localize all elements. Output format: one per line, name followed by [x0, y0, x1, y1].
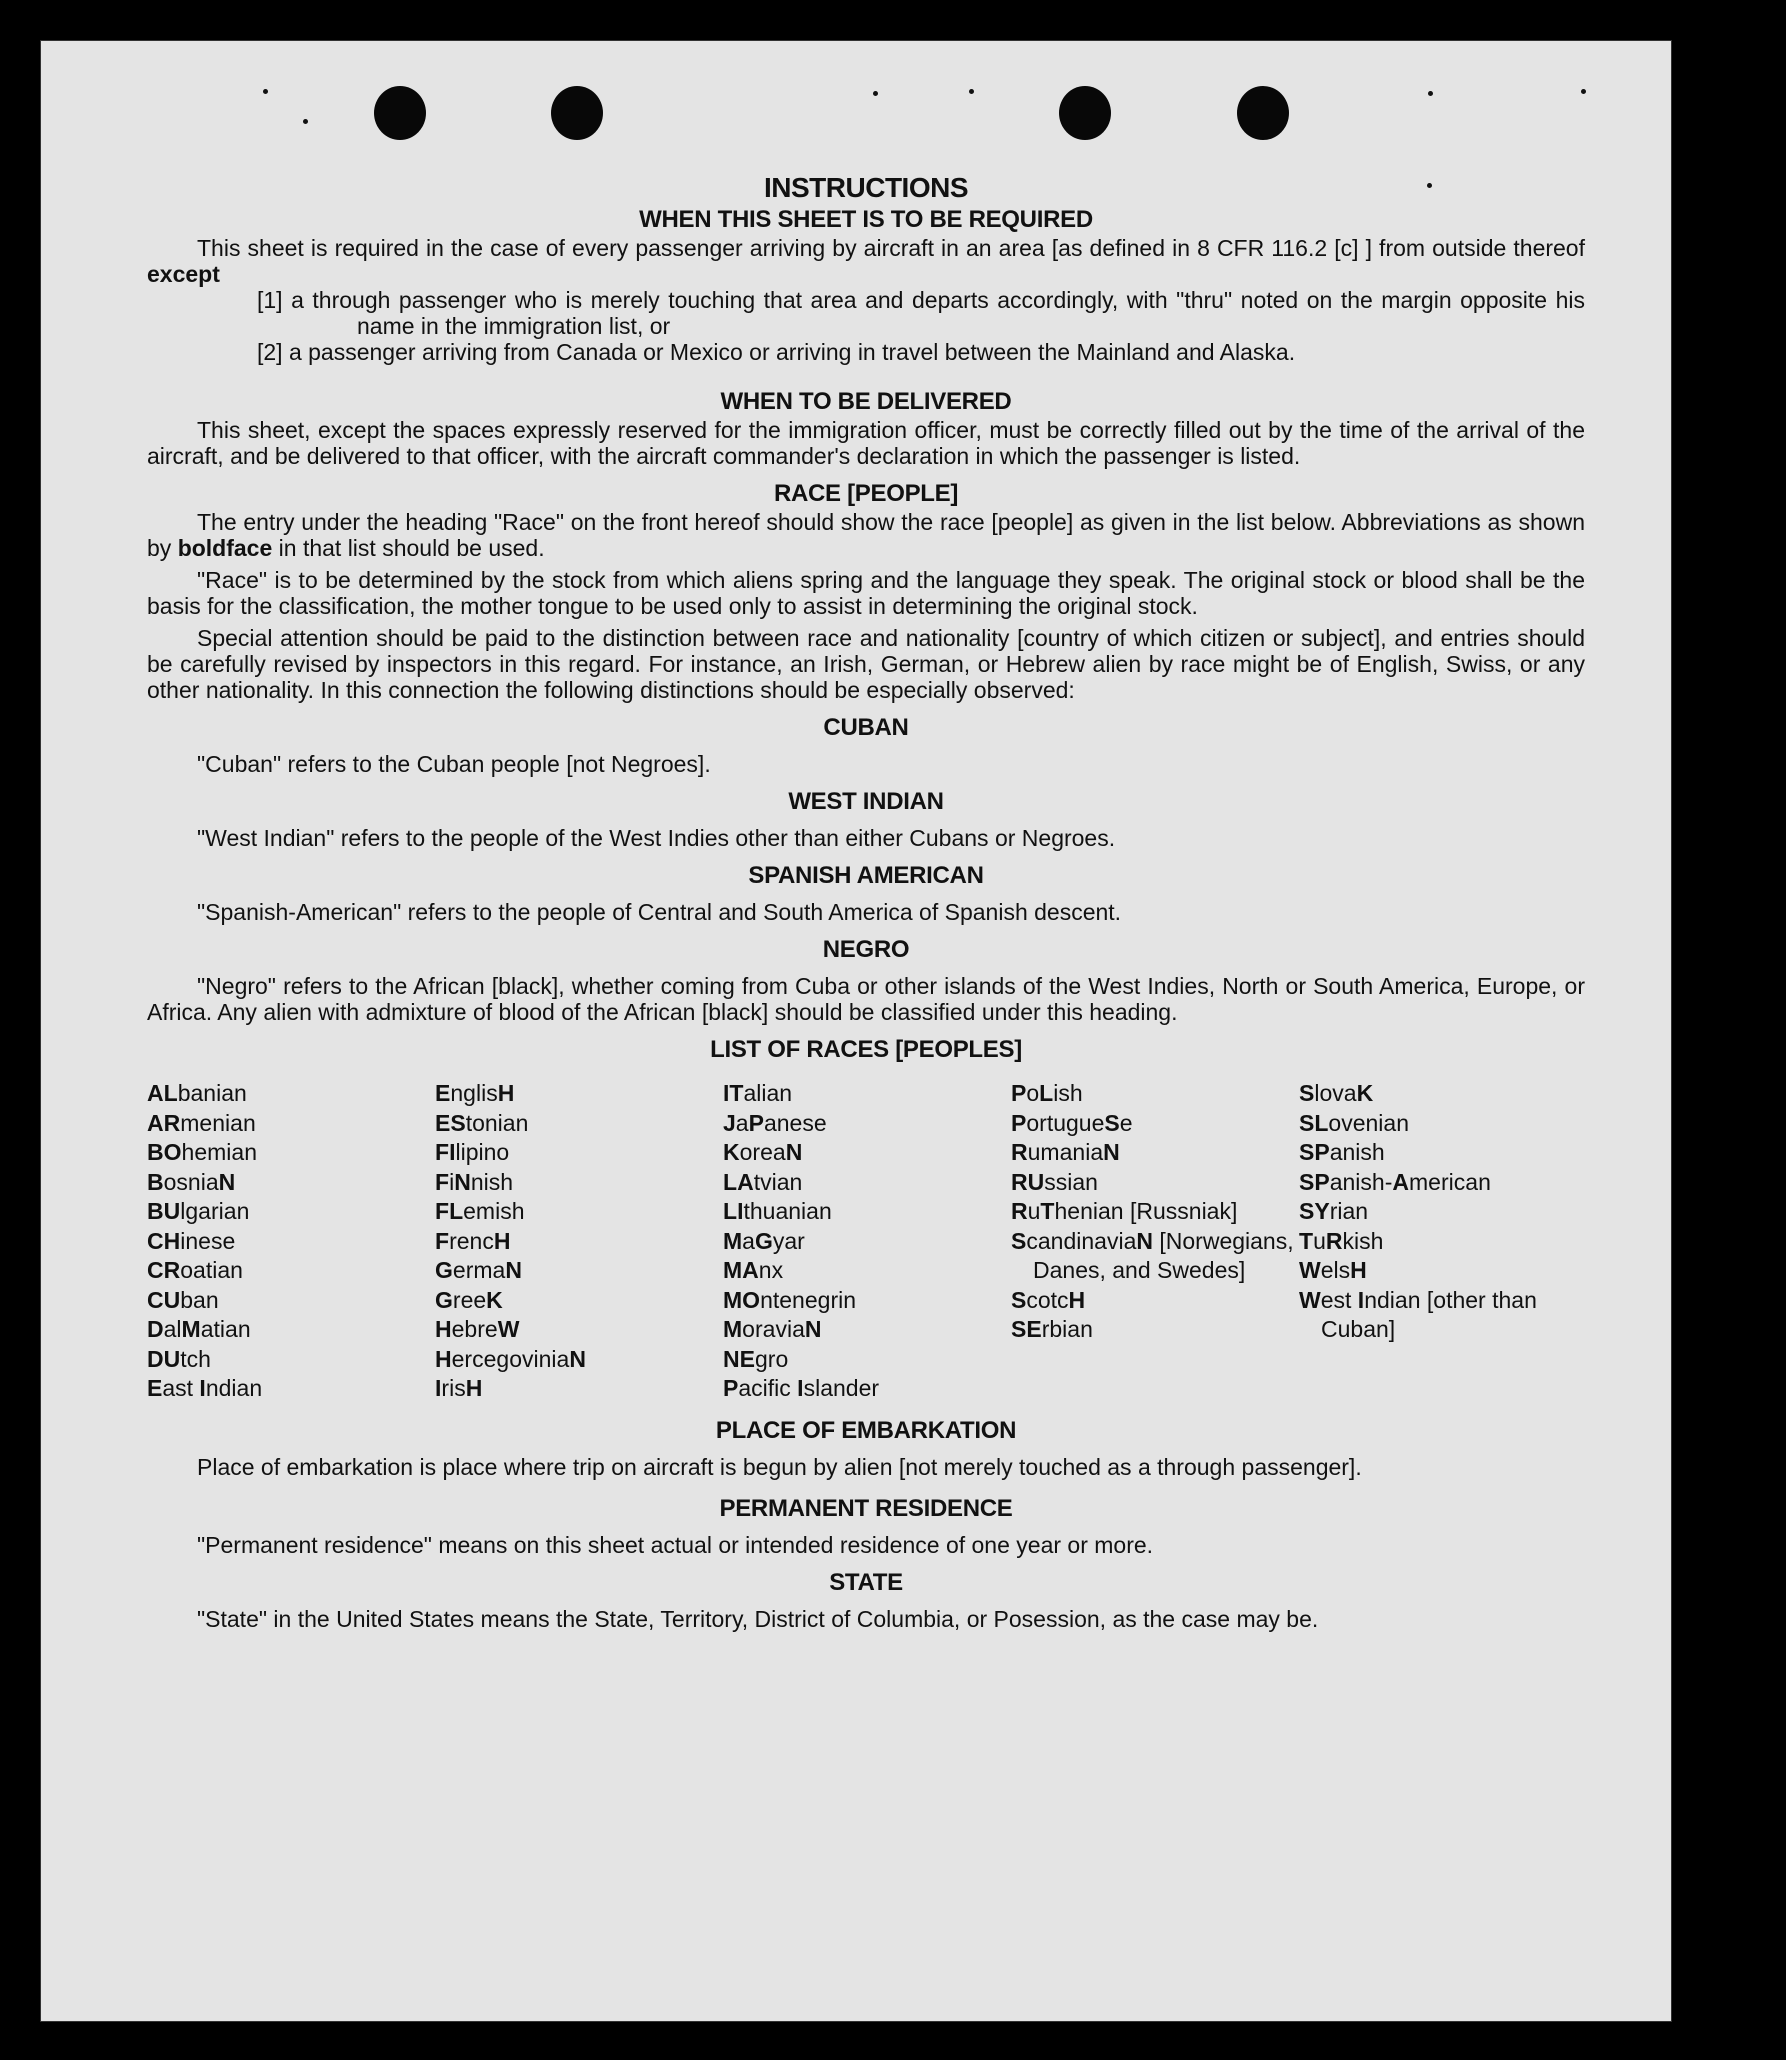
heading-west-indian: WEST INDIAN	[788, 788, 944, 815]
heading-spanish-american: SPANISH AMERICAN	[748, 862, 984, 889]
text-west-indian: "West Indian" refers to the people of the West Indies other than either Cubans or Negroes.	[197, 825, 1116, 851]
race-column-4	[1011, 1079, 1297, 1404]
race-entry: WelsH	[1299, 1257, 1367, 1283]
race-entry: CUban	[147, 1286, 219, 1313]
race-entry: West Indian [other than Cuban]	[1299, 1286, 1537, 1342]
race-entry: CHinese	[147, 1227, 236, 1254]
race-entry: ALbanian	[147, 1080, 247, 1106]
race-entry: ScandinaviaN [Norwegians, Danes, and Swedes]	[1011, 1227, 1294, 1283]
paragraph-race-2: "Race" is to be determined by the stock from which aliens spring and the language they speak. The original stock or blood shall be the basis for the classification, the mother tongue to be used only to assist in determining the original stock.	[147, 567, 1585, 619]
instructions-content	[147, 171, 1585, 1632]
race-entry: HebreW	[435, 1316, 520, 1342]
race-column-1	[147, 1079, 433, 1404]
heading-state: STATE	[829, 1568, 903, 1596]
race-entry: MoraviaN	[723, 1316, 822, 1342]
race-entry: MAnx	[723, 1257, 784, 1283]
race-entry: HercegoviniaN	[435, 1345, 586, 1372]
text-state: "State" in the United States means the State, Territory, District of Columbia, or Posession, as the case may be.	[197, 1605, 1319, 1632]
race-entry: ITalian	[723, 1080, 793, 1106]
race-entry: FLemish	[435, 1198, 525, 1224]
text-cuban: "Cuban" refers to the Cuban people [not Negroes].	[197, 751, 711, 777]
race-entry: SLovenian	[1299, 1109, 1410, 1136]
race-entry: EStonian	[435, 1109, 529, 1136]
heading-list-of-races: LIST OF RACES [PEOPLES]	[710, 1036, 1022, 1063]
race-column-2	[435, 1079, 721, 1404]
race-entry: Pacific Islander	[723, 1375, 880, 1401]
race-entry: FrencH	[435, 1227, 511, 1254]
race-entry: MaGyar	[723, 1227, 805, 1254]
heading-embarkation: PLACE OF EMBARKATION	[715, 1416, 1017, 1444]
race-entry: MOntenegrin	[723, 1286, 857, 1313]
punch-hole	[374, 86, 426, 140]
text-embarkation: Place of embarkation is place where trip on aircraft is begun by alien [not merely touched as a through passenger].	[197, 1453, 1362, 1480]
paragraph-when-required: This sheet is required in the case of every passenger arriving by aircraft in an area [as defined in 8 CFR 116.2 [c] ] from outside thereof except	[147, 235, 1585, 287]
speck	[1428, 91, 1433, 96]
race-entry: SErbian	[1011, 1316, 1093, 1342]
race-column-3	[723, 1079, 1009, 1404]
speck	[303, 119, 308, 124]
race-entry: SPanish	[1299, 1139, 1385, 1165]
heading-when-required: WHEN THIS SHEET IS TO BE REQUIRED	[639, 206, 1093, 233]
punch-hole	[1059, 86, 1111, 140]
heading-race: RACE [PEOPLE]	[773, 480, 959, 507]
race-entry: ScotcH	[1011, 1286, 1086, 1313]
race-entry: BUlgarian	[147, 1198, 250, 1224]
speck	[873, 91, 878, 96]
punch-hole	[551, 86, 603, 140]
race-entry: GermaN	[435, 1257, 522, 1283]
race-entry: JaPanese	[723, 1109, 827, 1136]
text-negro: "Negro" refers to the African [black], whether coming from Cuba or other islands of the West Indies, North or South America, Europe, or Africa. Any alien with admixture of blood of the African [black] should be classified under this heading.	[147, 973, 1585, 1025]
paragraph-race-3: Special attention should be paid to the distinction between race and nationality [country of which citizen or subject], and entries should be carefully revised by inspectors in this regard. For instance, an Irish, German, or Hebrew alien by race might be of English, Swiss, or any other nationality. In this connection the following distinctions should be especially observed:	[147, 625, 1585, 703]
race-entry: East Indian	[147, 1375, 263, 1401]
race-entry: SlovaK	[1299, 1080, 1374, 1106]
race-entry: FiNnish	[435, 1168, 514, 1195]
heading-negro: NEGRO	[822, 936, 910, 963]
paragraph-race-1: The entry under the heading "Race" on the front hereof should show the race [people] as given in the list below. Abbreviations as shown by boldface in that list should be used.	[147, 509, 1585, 561]
race-entry: IrisH	[435, 1375, 483, 1401]
exception-item-1: [1] a through passenger who is merely touching that area and departs accordingly, with "thru" noted on the margin opposite his name in the immigration list, or	[257, 287, 1585, 339]
race-entry: PortugueSe	[1011, 1109, 1133, 1136]
race-entry: CRoatian	[147, 1257, 243, 1283]
race-entry: SPanish-American	[1299, 1168, 1491, 1195]
speck	[263, 89, 268, 94]
race-column-5	[1299, 1079, 1585, 1404]
race-entry: BosniaN	[147, 1168, 236, 1195]
exception-item-2: [2] a passenger arriving from Canada or Mexico or arriving in travel between the Mainland and Alaska.	[257, 339, 1296, 365]
race-entry: DUtch	[147, 1345, 211, 1372]
race-entry: LIthuanian	[723, 1198, 832, 1224]
race-entry: DalMatian	[147, 1316, 251, 1342]
race-entry: RUssian	[1011, 1168, 1098, 1195]
race-entry: RumaniaN	[1011, 1139, 1120, 1165]
heading-when-delivered: WHEN TO BE DELIVERED	[720, 388, 1012, 415]
race-entry: PoLish	[1011, 1080, 1083, 1106]
race-entry: GreeK	[435, 1286, 503, 1313]
race-entry: KoreaN	[723, 1139, 803, 1165]
heading-permanent-residence: PERMANENT RESIDENCE	[719, 1494, 1013, 1522]
race-entry: ARmenian	[147, 1109, 256, 1136]
race-entry: EnglisH	[435, 1080, 515, 1106]
race-entry: RuThenian [Russniak]	[1011, 1198, 1238, 1224]
speck	[969, 89, 974, 94]
paragraph-when-delivered: This sheet, except the spaces expressly reserved for the immigration officer, must be correctly filled out by the time of the arrival of the aircraft, and be delivered to that officer, with the aircraft commander's declaration in which the passenger is listed.	[147, 417, 1585, 469]
text-spanish-american: "Spanish-American" refers to the people of Central and South America of Spanish descent.	[197, 899, 1122, 925]
text-permanent-residence: "Permanent residence" means on this sheet actual or intended residence of one year or more.	[197, 1531, 1154, 1558]
race-list	[147, 1079, 1585, 1404]
page-title: INSTRUCTIONS	[764, 172, 968, 203]
heading-cuban: CUBAN	[823, 714, 909, 741]
punch-hole	[1237, 86, 1289, 140]
race-entry: TuRkish	[1299, 1227, 1384, 1254]
document-page	[40, 40, 1672, 2022]
race-entry: BOhemian	[147, 1139, 257, 1165]
race-entry: SYrian	[1299, 1198, 1369, 1224]
race-entry: LAtvian	[723, 1168, 803, 1195]
race-entry: FIlipino	[435, 1139, 510, 1165]
speck	[1581, 89, 1586, 94]
race-entry: NEgro	[723, 1345, 789, 1372]
